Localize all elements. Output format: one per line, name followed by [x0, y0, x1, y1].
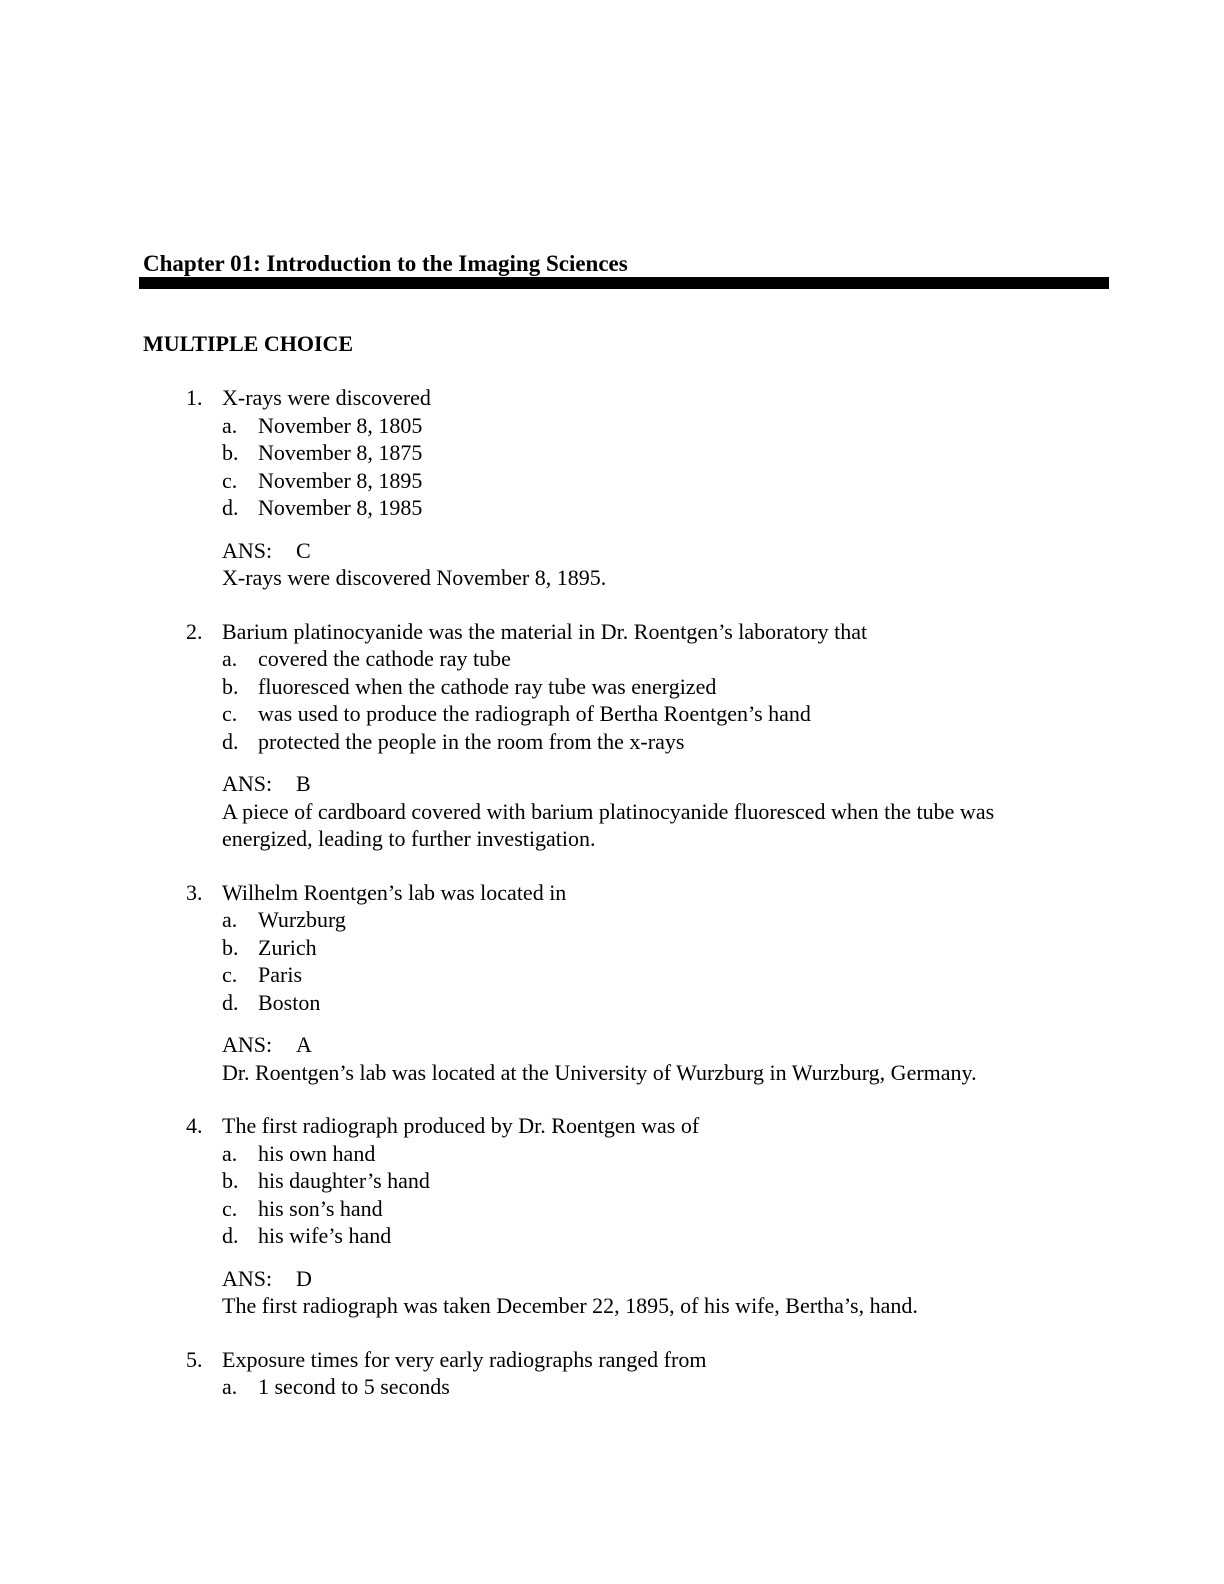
option-text: November 8, 1875 [258, 440, 423, 465]
option-text: November 8, 1895 [258, 467, 423, 493]
answer-option [0, 494, 1224, 522]
option-letter: a. [222, 646, 238, 671]
option-letter: d. [222, 728, 239, 754]
chapter-title: Chapter 01: Introduction to the Imaging Sciences [143, 251, 628, 276]
question-stem [0, 879, 1224, 907]
answer-option [0, 467, 1224, 495]
option-letter: b. [222, 673, 239, 699]
option-text: Boston [258, 989, 321, 1015]
option-text: covered the cathode ray tube [258, 646, 511, 671]
answer-option [0, 645, 1224, 673]
question-text: Wilhelm Roentgen’s lab was located in [222, 879, 567, 905]
option-letter: a. [222, 412, 238, 438]
question-text: The first radiograph produced by Dr. Roentgen was of [222, 1113, 700, 1138]
option-letter: c. [222, 1195, 238, 1221]
answer-rationale: A piece of cardboard covered with barium platinocyanide fluoresced when the tube was energized, leading to further investigation. [222, 798, 995, 851]
answer-option [0, 412, 1224, 440]
answer-rationale: Dr. Roentgen’s lab was located at the University of Wurzburg in Wurzburg, Germany. [222, 1059, 977, 1085]
answer-option [0, 728, 1224, 756]
question-stem [0, 1112, 1224, 1140]
option-letter: c. [222, 701, 238, 726]
section-heading: MULTIPLE CHOICE [143, 331, 354, 356]
answer-label: ANS: [222, 771, 273, 796]
answer-value: D [296, 1265, 312, 1291]
question-2 [0, 618, 1224, 853]
question-text: X-rays were discovered [222, 385, 431, 410]
option-text: November 8, 1805 [258, 412, 423, 438]
option-text: his son’s hand [258, 1195, 383, 1221]
option-text: 1 second to 5 seconds [258, 1374, 450, 1399]
answer-rationale: X-rays were discovered November 8, 1895. [222, 565, 607, 590]
answer-option [0, 989, 1224, 1017]
option-letter: a. [222, 1140, 238, 1166]
answer-label: ANS: [222, 1032, 273, 1057]
answer-label: ANS: [222, 537, 273, 563]
answer-key [0, 770, 1224, 798]
answer-label: ANS: [222, 1265, 273, 1291]
option-letter: d. [222, 495, 239, 520]
question-stem [0, 618, 1224, 646]
option-text: Paris [258, 962, 302, 987]
question-stem [0, 1346, 1224, 1374]
question-text: Barium platinocyanide was the material in Dr. Roentgen’s laboratory that [222, 618, 868, 644]
option-text: protected the people in the room from the x-rays [258, 728, 685, 754]
option-text: his own hand [258, 1140, 376, 1166]
question-3 [0, 879, 1224, 1087]
option-letter: c. [222, 962, 238, 987]
question-number: 2. [186, 618, 203, 644]
question-1 [0, 384, 1224, 592]
answer-key [0, 1265, 1224, 1293]
question-5 [0, 1346, 1224, 1401]
option-text: November 8, 1985 [258, 495, 423, 520]
option-letter: c. [222, 467, 238, 493]
question-number: 3. [186, 879, 203, 905]
option-letter: d. [222, 989, 239, 1015]
question-number: 1. [186, 385, 203, 410]
option-letter: d. [222, 1223, 239, 1248]
answer-option [0, 906, 1224, 934]
answer-option [0, 673, 1224, 701]
option-letter: a. [222, 1374, 238, 1399]
question-text: Exposure times for very early radiographs ranged from [222, 1346, 707, 1372]
option-letter: b. [222, 934, 239, 960]
answer-option [0, 1167, 1224, 1195]
option-text: his daughter’s hand [258, 1168, 430, 1193]
answer-option [0, 700, 1224, 728]
answer-value: C [296, 537, 311, 563]
option-text: Zurich [258, 934, 317, 960]
title-rule [139, 277, 1109, 289]
option-letter: a. [222, 907, 238, 932]
answer-option [0, 934, 1224, 962]
question-number: 5. [186, 1346, 203, 1372]
answer-value: B [296, 771, 311, 796]
answer-key [0, 537, 1224, 565]
answer-value: A [296, 1032, 312, 1057]
answer-option [0, 961, 1224, 989]
question-list [0, 384, 1224, 1427]
answer-option [0, 1373, 1224, 1401]
answer-option [0, 1195, 1224, 1223]
option-text: was used to produce the radiograph of Bertha Roentgen’s hand [258, 701, 811, 726]
answer-option [0, 1222, 1224, 1250]
option-text: fluoresced when the cathode ray tube was energized [258, 673, 717, 699]
answer-key [0, 1031, 1224, 1059]
question-4 [0, 1112, 1224, 1320]
answer-option [0, 439, 1224, 467]
answer-option [0, 1140, 1224, 1168]
option-letter: b. [222, 1168, 239, 1193]
question-number: 4. [186, 1113, 203, 1138]
answer-rationale: The first radiograph was taken December 22, 1895, of his wife, Bertha’s, hand. [222, 1293, 918, 1318]
option-letter: b. [222, 440, 239, 465]
question-stem [0, 384, 1224, 412]
option-text: Wurzburg [258, 907, 346, 932]
option-text: his wife’s hand [258, 1223, 392, 1248]
